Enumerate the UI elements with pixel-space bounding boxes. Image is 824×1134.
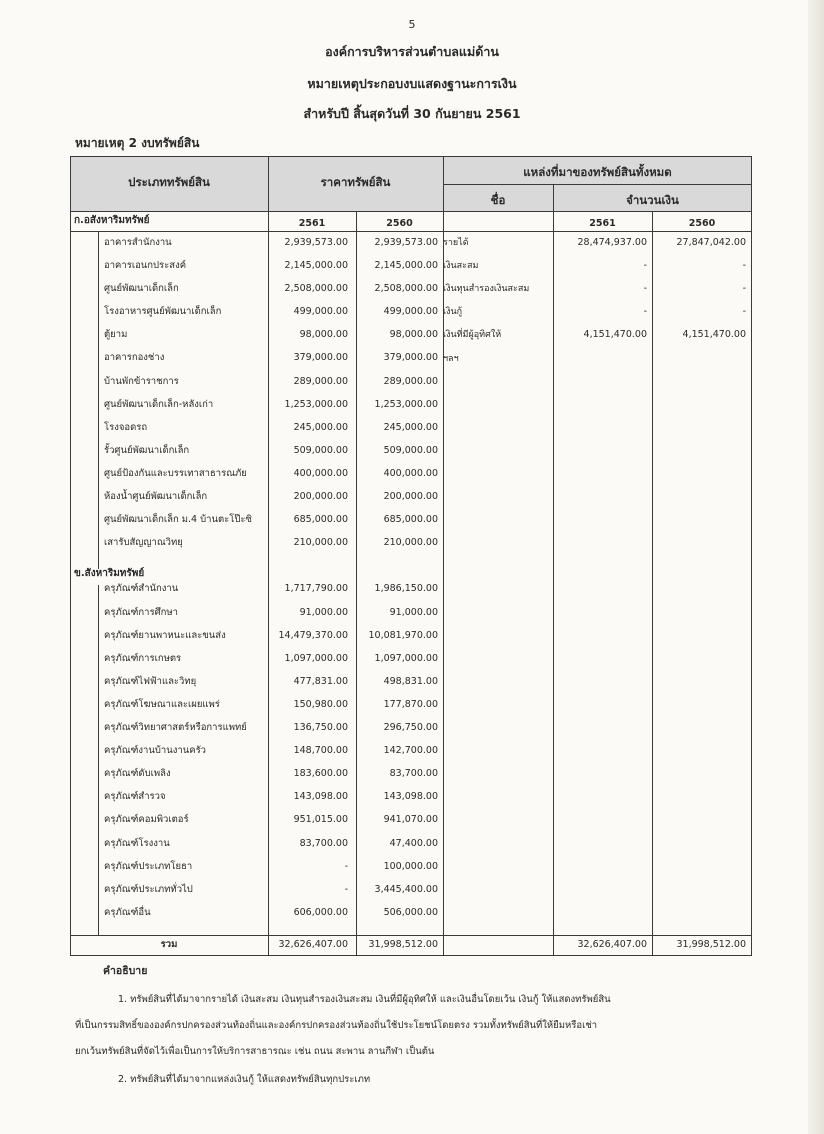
asset-row-value-2560: 2,939,573.00 bbox=[374, 237, 438, 248]
asset-row-value-2561: 289,000.00 bbox=[293, 376, 348, 387]
asset-row-value-2560: 91,000.00 bbox=[389, 607, 438, 618]
asset-row-value-2561: 200,000.00 bbox=[293, 491, 348, 502]
source-row-value-2560: 4,151,470.00 bbox=[682, 329, 746, 340]
asset-row-label: ครุภัณฑ์โรงงาน bbox=[104, 838, 170, 849]
table-border-bottom bbox=[70, 955, 752, 956]
asset-row-value-2561: 1,253,000.00 bbox=[284, 399, 348, 410]
asset-row-value-2560: 10,081,970.00 bbox=[368, 630, 438, 641]
year-header-price-2561: 2561 bbox=[298, 218, 326, 229]
asset-row-label: ห้องน้ำศูนย์พัฒนาเด็กเล็ก bbox=[104, 491, 208, 502]
document-title: หมายเหตุประกอบงบแสดงฐานะการเงิน bbox=[307, 76, 517, 91]
asset-row-label: ครุภัณฑ์ยานพาหนะและขนส่ง bbox=[104, 630, 226, 641]
asset-row-label: อาคารกองช่าง bbox=[104, 352, 165, 363]
asset-row-value-2561: 477,831.00 bbox=[293, 676, 348, 687]
asset-row-value-2560: 509,000.00 bbox=[383, 445, 438, 456]
explanation-item-1-line1: 1. ทรัพย์สินที่ได้มาจากรายได้ เงินสะสม เงินทุนสำรองเงินสะสม เงินที่มีผู้อุทิศให้ และเงินอื่นโดยเว้น เงินกู้ ให้แสดงทรัพย์สิน bbox=[118, 994, 611, 1005]
asset-row-value-2561: 499,000.00 bbox=[293, 306, 348, 317]
asset-row-value-2560: 200,000.00 bbox=[383, 491, 438, 502]
asset-row-value-2560: 1,986,150.00 bbox=[374, 583, 438, 594]
asset-row-label: ศูนย์พัฒนาเด็กเล็ก-หลังเก่า bbox=[104, 399, 214, 410]
explanation-item-1-line3: ยกเว้นทรัพย์สินที่จัดไว้เพื่อเป็นการให้บริการสาธารณะ เช่น ถนน สะพาน ลานกีฬา เป็นต้น bbox=[75, 1046, 435, 1057]
total-label: รวม bbox=[160, 939, 178, 950]
asset-row-value-2561: 136,750.00 bbox=[293, 722, 348, 733]
source-row-value-2560 bbox=[660, 352, 746, 366]
asset-row-label: ครุภัณฑ์ดับเพลิง bbox=[104, 768, 171, 779]
explanation-item-2: 2. ทรัพย์สินที่ได้มาจากแหล่งเงินกู้ ให้แสดงทรัพย์สินทุกประเภท bbox=[118, 1074, 371, 1085]
asset-row-value-2561: 150,980.00 bbox=[293, 699, 348, 710]
section-title-movables: ข.สังหาริมทรัพย์ bbox=[74, 568, 145, 579]
asset-row-label: ศูนย์พัฒนาเด็กเล็ก bbox=[104, 283, 179, 294]
asset-row-value-2561: 2,939,573.00 bbox=[284, 237, 348, 248]
asset-row-label: ครุภัณฑ์สำรวจ bbox=[104, 791, 166, 802]
asset-row-value-2561: 14,479,370.00 bbox=[278, 630, 348, 641]
explanation-item-1-line2: ที่เป็นกรรมสิทธิ์ขององค์กรปกครองส่วนท้องถิ่นและองค์กรปกครองส่วนท้องถิ่นใช้ประโยชน์โดยตรง รวมทั้งทรัพย์สินที่ให้ยืมหรือเช่า bbox=[75, 1020, 598, 1031]
total-source-2561: 32,626,407.00 bbox=[577, 939, 647, 950]
asset-row-label: อาคารเอนกประสงค์ bbox=[104, 260, 187, 271]
asset-row-label: ศูนย์ป้องกันและบรรเทาสาธารณภัย bbox=[104, 468, 247, 479]
asset-row-value-2560: 177,870.00 bbox=[383, 699, 438, 710]
col-header-type: ประเภททรัพย์สิน bbox=[128, 175, 210, 189]
asset-row-value-2561: 183,600.00 bbox=[293, 768, 348, 779]
asset-row-label: ตู้ยาม bbox=[104, 329, 128, 340]
asset-row-value-2560: 2,508,000.00 bbox=[374, 283, 438, 294]
table-border-top bbox=[70, 156, 752, 157]
source-row-value-2560: - bbox=[742, 260, 746, 271]
col-header-amount: จำนวนเงิน bbox=[626, 193, 679, 207]
source-row-value-2561: - bbox=[643, 260, 647, 271]
asset-row-value-2561: 400,000.00 bbox=[293, 468, 348, 479]
section-title-real-estate: ก.อสังหาริมทรัพย์ bbox=[74, 215, 150, 226]
asset-row-label: ครุภัณฑ์งานบ้านงานครัว bbox=[104, 745, 207, 756]
asset-row-value-2560: 498,831.00 bbox=[383, 676, 438, 687]
source-row-name: รายได้ bbox=[443, 238, 469, 248]
row-divider bbox=[70, 231, 752, 232]
asset-row-value-2561: 509,000.00 bbox=[293, 445, 348, 456]
source-row-name: เงินที่มีผู้อุทิศให้ bbox=[443, 330, 502, 340]
asset-row-value-2560: 245,000.00 bbox=[383, 422, 438, 433]
asset-row-label: ครุภัณฑ์คอมพิวเตอร์ bbox=[104, 814, 189, 825]
asset-row-value-2561: 1,097,000.00 bbox=[284, 653, 348, 664]
year-header-amount-2561: 2561 bbox=[589, 218, 616, 229]
asset-row-label: เสารับสัญญาณวิทยุ bbox=[104, 537, 183, 548]
asset-row-label: ครุภัณฑ์สำนักงาน bbox=[104, 583, 179, 594]
table-border-right bbox=[751, 156, 752, 956]
asset-row-value-2560: 1,253,000.00 bbox=[374, 399, 438, 410]
source-row-value-2561: - bbox=[643, 283, 647, 294]
asset-row-label: อาคารสำนักงาน bbox=[104, 237, 172, 248]
explanation-title: คำอธิบาย bbox=[103, 965, 148, 977]
asset-row-label: ครุภัณฑ์อื่น bbox=[104, 907, 151, 918]
asset-row-value-2561: 685,000.00 bbox=[293, 514, 348, 525]
col-divider bbox=[356, 211, 357, 956]
asset-row-value-2560: 210,000.00 bbox=[383, 537, 438, 548]
asset-row-value-2561: 143,098.00 bbox=[293, 791, 348, 802]
indent-line bbox=[98, 585, 99, 935]
asset-row-value-2561: - bbox=[344, 884, 348, 895]
asset-row-value-2560: 2,145,000.00 bbox=[374, 260, 438, 271]
asset-row-value-2560: 143,098.00 bbox=[383, 791, 438, 802]
year-header-amount-2560: 2560 bbox=[688, 218, 716, 229]
asset-row-value-2560: 1,097,000.00 bbox=[374, 653, 438, 664]
note-title: หมายเหตุ 2 งบทรัพย์สิน bbox=[75, 136, 200, 150]
table-border-left bbox=[70, 156, 71, 956]
asset-row-value-2560: 47,400.00 bbox=[389, 838, 438, 849]
asset-row-value-2561: 2,145,000.00 bbox=[284, 260, 348, 271]
asset-row-label: โรงจอดรถ bbox=[104, 422, 148, 433]
source-row-name: เงินสะสม bbox=[443, 261, 479, 271]
asset-row-label: รั้วศูนย์พัฒนาเด็กเล็ก bbox=[104, 445, 190, 456]
col-header-name: ชื่อ bbox=[490, 193, 506, 207]
source-row-value-2561: - bbox=[643, 306, 647, 317]
period-title: สำหรับปี สิ้นสุดวันที่ 30 กันยายน 2561 bbox=[303, 106, 521, 121]
asset-row-label: ครุภัณฑ์โฆษณาและเผยแพร่ bbox=[104, 699, 220, 710]
asset-row-value-2560: 685,000.00 bbox=[383, 514, 438, 525]
asset-row-value-2560: 83,700.00 bbox=[389, 768, 438, 779]
asset-row-value-2560: 296,750.00 bbox=[383, 722, 438, 733]
asset-row-label: ครุภัณฑ์การศึกษา bbox=[104, 607, 178, 618]
asset-row-value-2561: 2,508,000.00 bbox=[284, 283, 348, 294]
col-header-sources: แหล่งที่มาของทรัพย์สินทั้งหมด bbox=[523, 165, 672, 179]
total-price-2561: 32,626,407.00 bbox=[278, 939, 348, 950]
asset-row-value-2560: 400,000.00 bbox=[383, 468, 438, 479]
col-header-price: ราคาทรัพย์สิน bbox=[320, 175, 391, 189]
row-divider bbox=[70, 211, 752, 212]
asset-row-label: ครุภัณฑ์การเกษตร bbox=[104, 653, 182, 664]
asset-row-value-2561: 1,717,790.00 bbox=[284, 583, 348, 594]
asset-row-label: ศูนย์พัฒนาเด็กเล็ก ม.4 บ้านตะโป๊ะซิ bbox=[104, 514, 252, 525]
asset-row-label: ครุภัณฑ์ประเภททั่วไป bbox=[104, 884, 193, 895]
asset-row-label: โรงอาหารศูนย์พัฒนาเด็กเล็ก bbox=[104, 306, 222, 317]
source-row-value-2560: 27,847,042.00 bbox=[676, 237, 746, 248]
asset-table bbox=[70, 156, 752, 956]
row-divider bbox=[443, 184, 752, 185]
source-row-value-2560: - bbox=[742, 283, 746, 294]
year-header-price-2560: 2560 bbox=[386, 218, 413, 229]
asset-row-value-2560: 941,070.00 bbox=[383, 814, 438, 825]
indent-line bbox=[98, 231, 99, 569]
col-divider bbox=[443, 156, 444, 956]
asset-row-value-2561: 148,700.00 bbox=[293, 745, 348, 756]
page-number: 5 bbox=[408, 18, 416, 31]
total-price-2560: 31,998,512.00 bbox=[368, 939, 438, 950]
asset-row-value-2561: 91,000.00 bbox=[299, 607, 348, 618]
col-divider bbox=[652, 211, 653, 956]
asset-row-value-2561: 379,000.00 bbox=[293, 352, 348, 363]
col-divider bbox=[268, 156, 269, 956]
total-source-2560: 31,998,512.00 bbox=[676, 939, 746, 950]
asset-row-value-2560: 506,000.00 bbox=[383, 907, 438, 918]
asset-row-value-2560: 499,000.00 bbox=[383, 306, 438, 317]
asset-row-value-2560: 379,000.00 bbox=[383, 352, 438, 363]
asset-row-label: ครุภัณฑ์ไฟฟ้าและวิทยุ bbox=[104, 676, 197, 687]
asset-row-label: ครุภัณฑ์วิทยาศาสตร์หรือการแพทย์ bbox=[104, 722, 247, 733]
asset-row-value-2560: 142,700.00 bbox=[383, 745, 438, 756]
total-row-divider bbox=[70, 935, 752, 936]
asset-row-value-2560: 100,000.00 bbox=[383, 861, 438, 872]
asset-row-value-2561: 83,700.00 bbox=[299, 838, 348, 849]
source-row-value-2560: - bbox=[742, 306, 746, 317]
col-divider bbox=[553, 184, 554, 956]
asset-row-value-2561: 951,015.00 bbox=[293, 814, 348, 825]
asset-row-value-2561: 98,000.00 bbox=[299, 329, 348, 340]
asset-row-value-2561: 210,000.00 bbox=[293, 537, 348, 548]
asset-row-value-2561: - bbox=[344, 861, 348, 872]
org-name: องค์การบริหารส่วนตำบลแม่ด้าน bbox=[325, 44, 499, 59]
asset-row-value-2561: 606,000.00 bbox=[293, 907, 348, 918]
source-row-name: ฯลฯ bbox=[443, 354, 459, 364]
asset-row-value-2560: 3,445,400.00 bbox=[374, 884, 438, 895]
asset-row-value-2560: 289,000.00 bbox=[383, 376, 438, 387]
page-edge bbox=[808, 0, 824, 1134]
source-row-value-2561 bbox=[555, 352, 647, 366]
asset-row-value-2560: 98,000.00 bbox=[389, 329, 438, 340]
source-row-value-2561: 28,474,937.00 bbox=[577, 237, 647, 248]
source-row-name: เงินกู้ bbox=[443, 307, 463, 317]
asset-row-label: ครุภัณฑ์ประเภทโยธา bbox=[104, 861, 193, 872]
source-row-name: เงินทุนสำรองเงินสะสม bbox=[443, 284, 530, 294]
asset-row-value-2561: 245,000.00 bbox=[293, 422, 348, 433]
source-row-value-2561: 4,151,470.00 bbox=[583, 329, 647, 340]
asset-row-label: บ้านพักข้าราชการ bbox=[104, 376, 179, 387]
